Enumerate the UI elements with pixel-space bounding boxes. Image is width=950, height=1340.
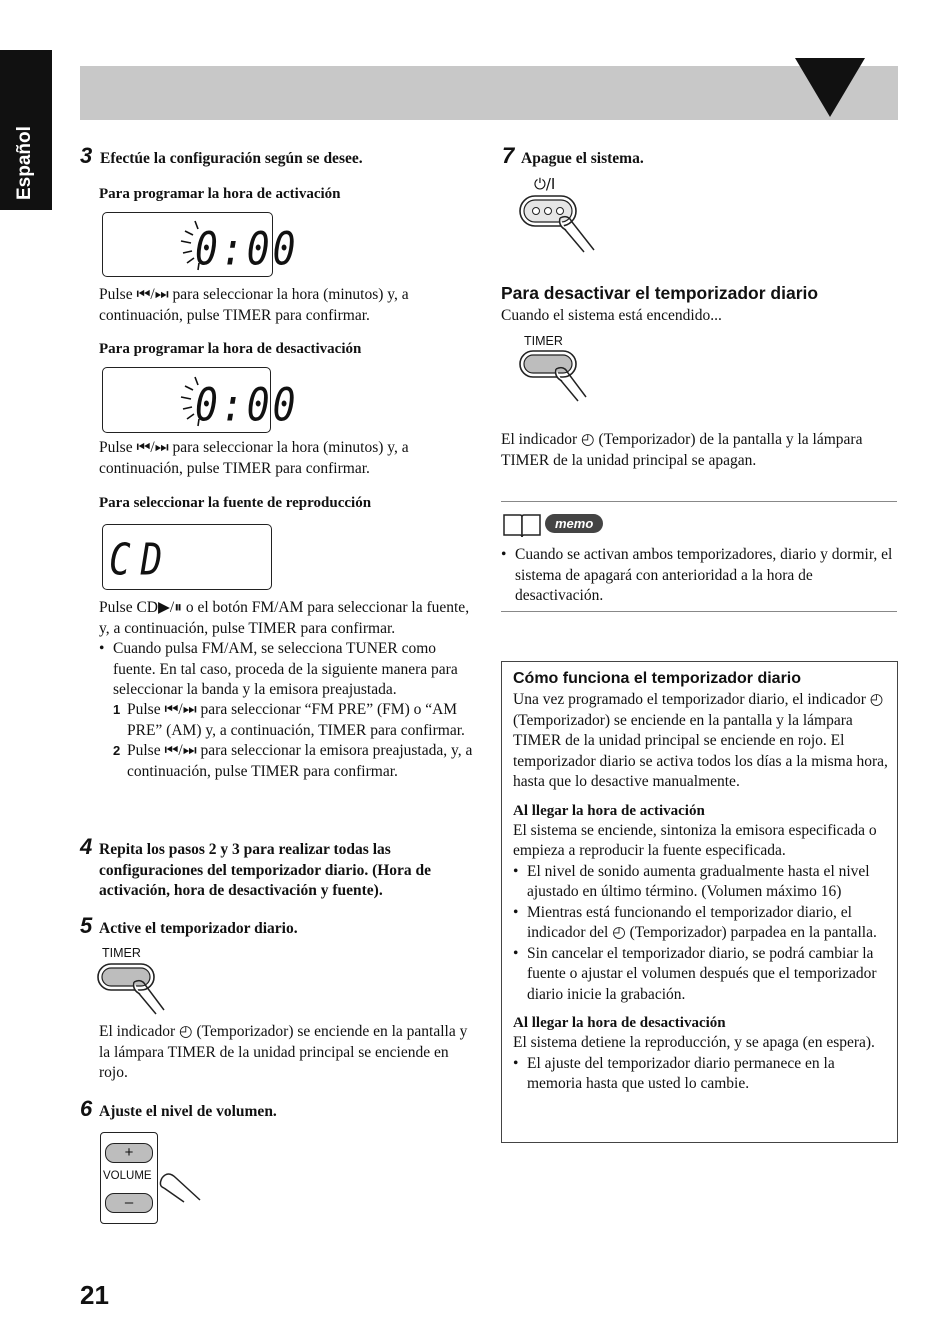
list-item: • Sin cancelar el temporizador diario, se podrá cambiar la fuente o ajustar el volumen después que el temporizador diario inicie la grabación. (513, 944, 888, 1006)
memo-bullets (501, 545, 897, 607)
off-bullets (513, 1054, 888, 1095)
list-item: • Cuando se activan ambos temporizadores, diario y dormir, el sistema de apagará con anterioridad a la hora de desactivación. (501, 545, 897, 607)
source-bullets (99, 639, 479, 701)
finger-icon (158, 1170, 203, 1205)
deactivate-result: El indicador ◴ (Temporizador) de la pantalla y la lámpara TIMER de la unidad principal se apagan. (501, 431, 863, 469)
divider (501, 611, 897, 612)
off-time-heading: Para programar la hora de desactivación (99, 341, 362, 357)
list-item: • El ajuste del temporizador diario permanece en la memoria hasta que usted lo cambie. (513, 1054, 888, 1095)
volume-label: VOLUME (103, 1170, 152, 1182)
page-number: 21 (80, 1280, 109, 1310)
step-number: 5 (80, 913, 93, 938)
info-box-intro: Una vez programado el temporizador diario, el indicador ◴ (Temporizador) se enciende en la pantalla y la lámpara TIMER de la unidad principal se enciende en rojo. El temporizador diario se activa todos los días a la misma hora, hasta que lo desactive manualmente. (513, 691, 888, 790)
lcd-digits: 0:00 (195, 222, 299, 276)
list-item: • Cuando pulsa FM/AM, se selecciona TUNER como fuente. En tal caso, proceda de la siguiente manera para seleccionar la banda y la emisora preajustada. (99, 639, 479, 701)
timer-button-label: TIMER (102, 946, 141, 960)
divider (501, 501, 897, 502)
tuner-steps (113, 700, 478, 782)
list-item: • Mientras está funcionando el temporizador diario, el indicador del ◴ (Temporizador) parpadea en la pantalla. (513, 903, 888, 944)
volume-control (100, 1132, 158, 1224)
step-text: Active el temporizador diario. (99, 920, 298, 937)
power-button-icon[interactable] (518, 192, 603, 262)
step-7 (502, 143, 902, 169)
volume-up-button[interactable]: + (105, 1143, 153, 1163)
step-4 (80, 834, 480, 899)
power-symbol-label: ⏻/I (534, 175, 556, 193)
language-tab-label: Español (14, 126, 35, 200)
step-text: Apague el sistema. (521, 150, 644, 167)
source-text: Pulse CD▶/⏸ o el botón FM/AM para seleccionar la fuente, y, a continuación, pulse TIMER para confirmar. (99, 599, 470, 637)
info-box-title: Cómo funciona el temporizador diario (513, 670, 802, 687)
substep-number: 2 (113, 743, 121, 758)
volume-down-button[interactable]: – (105, 1193, 153, 1213)
substep-number: 1 (113, 702, 121, 717)
info-box (501, 661, 898, 1143)
off-heading: Al llegar la hora de desactivación (513, 1015, 726, 1031)
on-time-text: Pulse ⏮/⏭ para seleccionar la hora (minutos) y, a continuación, pulse TIMER para confirmar. (99, 286, 409, 324)
on-bullets (513, 862, 888, 1006)
step-5 (80, 913, 480, 939)
step-number: 3 (80, 143, 93, 168)
lcd-digits: CD (109, 535, 173, 586)
substep-text: Pulse ⏮/⏭ para seleccionar “FM PRE” (FM) o “AM PRE” (AM) y, a continuación, TIMER para confirmar. (127, 701, 465, 739)
list-item (113, 741, 478, 782)
deactivate-heading: Para desactivar el temporizador diario (501, 283, 819, 303)
timer-button-label: TIMER (524, 334, 563, 348)
on-heading: Al llegar la hora de activación (513, 802, 705, 819)
substep-text: Pulse ⏮/⏭ para seleccionar la emisora preajustada, y, a continuación, pulse TIMER para confirmar. (127, 742, 473, 780)
source-heading: Para seleccionar la fuente de reproducción (99, 495, 372, 511)
header-bar (80, 66, 898, 120)
lcd-digits: 0:00 (195, 378, 299, 432)
lcd-display-source (102, 524, 272, 590)
off-time-text: Pulse ⏮/⏭ para seleccionar la hora (minutos) y, a continuación, pulse TIMER para confirmar. (99, 439, 409, 477)
step-5-result: El indicador ◴ (Temporizador) se enciende en la pantalla y la lámpara TIMER de la unidad principal se enciende en rojo. (99, 1023, 468, 1081)
off-text: El sistema detiene la reproducción, y se apaga (en espera). (513, 1034, 875, 1051)
step-number: 6 (80, 1096, 93, 1121)
step-text: Ajuste el nivel de volumen. (99, 1103, 277, 1120)
deactivate-intro: Cuando el sistema está encendido... (501, 307, 722, 324)
timer-button-icon[interactable] (518, 347, 593, 405)
step-3 (80, 143, 480, 169)
step-6 (80, 1096, 480, 1122)
step-number: 4 (80, 834, 93, 859)
timer-button-icon[interactable] (96, 960, 171, 1018)
list-item: • El nivel de sonido aumenta gradualmente hasta el nivel ajustado en último término. (Volumen máximo 16) (513, 862, 888, 903)
lcd-display-on (102, 212, 299, 277)
memo-badge: memo (545, 514, 603, 533)
step-text: Efectúe la configuración según se desee. (100, 150, 363, 167)
on-text: El sistema se enciende, sintoniza la emisora especificada o empieza a reproducir la fuente especificada. (513, 821, 877, 859)
on-time-heading: Para programar la hora de activación (99, 186, 341, 202)
step-text: Repita los pasos 2 y 3 para realizar todas las configuraciones del temporizador diario. (Hora de activación, hora de desactivación y fuente). (99, 841, 432, 899)
language-tab (0, 50, 52, 210)
list-item (113, 700, 478, 741)
triangle-marker-icon (795, 57, 900, 123)
lcd-display-off (102, 367, 299, 433)
book-icon (502, 511, 542, 539)
step-number: 7 (502, 143, 515, 168)
